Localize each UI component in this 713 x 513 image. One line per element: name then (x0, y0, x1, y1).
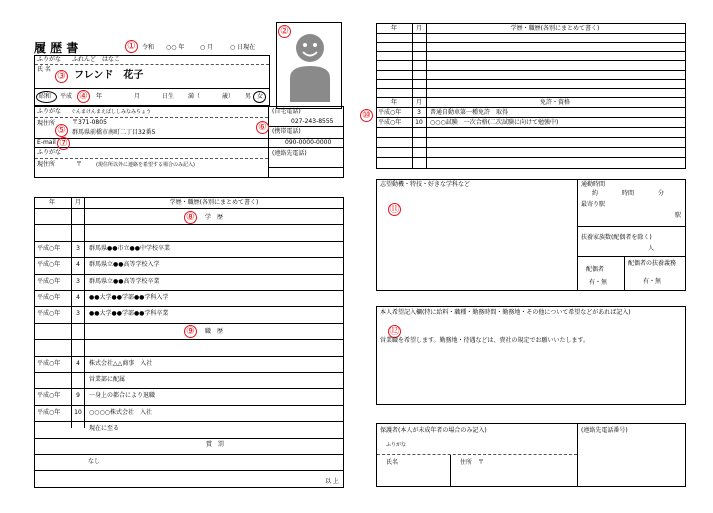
commute-label: 通勤時間 (581, 181, 606, 188)
guardian-address-label: 住所 〒 (460, 459, 485, 466)
birth-day: 日生 (162, 93, 175, 100)
license-2-year: 平成○年 (378, 119, 402, 126)
marker-12: ⑫ (389, 326, 400, 337)
edu-heading: 学 歴 (205, 214, 224, 221)
marker-7: ⑦ (57, 137, 70, 150)
date-day: ○ 日現在 (230, 44, 256, 51)
commute-value: 約 時間 分 (592, 190, 665, 197)
marker-1: ① (125, 40, 138, 53)
history-row-year: 平成○年 (37, 408, 61, 416)
marker-9: ⑨ (184, 325, 197, 338)
history-row-month: 4 (76, 359, 80, 367)
history-row-year: 平成○年 (37, 359, 61, 367)
name-value: フレンド 花子 (74, 70, 144, 81)
history-col-year: 年 (48, 199, 56, 206)
marker-4: ④ (77, 90, 90, 103)
award-value: なし (88, 458, 101, 465)
history-row-year: 平成○年 (37, 244, 61, 252)
marker-6: ⑥ (256, 121, 269, 134)
history-row-month: 3 (76, 310, 80, 318)
history-row-text: ○○○○株式会社 入社 (89, 408, 152, 416)
history-row-month: 9 (76, 392, 80, 400)
motivation-label: 志望動機・特技・好きな学科など (380, 181, 471, 188)
guardian-name-label: 氏名 (386, 459, 399, 466)
right-col-month: 月 (415, 25, 423, 32)
station-label: 最寄り駅 (581, 201, 606, 208)
history-row-text: 群馬県立●●高等学校入学 (89, 261, 160, 269)
address-value: 群馬県前橋市南町二丁目32番5 (72, 129, 156, 136)
end-label: 以 上 (325, 478, 339, 485)
history-col-desc: 学歴・職歴(各別にまとめて書く) (169, 199, 259, 206)
contact-address-label: 現住所 (37, 161, 56, 168)
history-row-month: 3 (76, 244, 80, 252)
history-row-year: 平成○年 (37, 261, 61, 269)
license-2-month: 10 (415, 119, 423, 126)
phone-home-label: (自宅電話) (272, 108, 301, 115)
era-showa: 昭和 (39, 93, 52, 100)
right-col-year: 年 (390, 25, 398, 32)
spouse-label: 配偶者 (586, 266, 605, 273)
email-label: E-mail (37, 139, 56, 146)
spouse-value: 有・無 (589, 279, 608, 286)
right-col-desc: 学歴・職歴(各別にまとめて書く) (510, 25, 600, 32)
name-furigana-label: ふりがな (37, 56, 62, 63)
marker-3: ③ (55, 70, 68, 83)
history-row-text: 現在に至る (89, 425, 120, 433)
license-col-desc: 免許・資格 (539, 99, 571, 106)
history-row-text: ●●大学●●学部●●学科卒業 (89, 310, 169, 318)
page-title: 履 歴 書 (34, 41, 79, 55)
guardian-label: 保護者(本人が未成年者の場合のみ記入) (380, 427, 487, 434)
spouse-duty-value: 有・無 (643, 278, 662, 285)
guardian-furigana-label: ふりがな (386, 442, 407, 448)
history-row-year: 平成○年 (37, 310, 61, 318)
requests-block (376, 306, 686, 405)
date-year: ○○ 年 (166, 44, 185, 51)
era-heisei: 平成 (60, 93, 73, 100)
award-heading: 賞 罰 (206, 441, 225, 448)
contact-furigana-label: ふりがな (37, 149, 62, 156)
license-1-month: 3 (417, 109, 421, 116)
dependents-suffix: 人 (648, 245, 655, 252)
marker-5: ⑤ (55, 124, 68, 137)
gender-male: 男 (245, 93, 252, 100)
license-2-text: ○○○試験 一次合格(二次試験に向けて勉強中) (430, 119, 559, 126)
license-col-month: 月 (415, 99, 423, 106)
history-row-year: 平成○年 (37, 392, 61, 400)
birth-year: 年 (96, 93, 103, 100)
contact-note: (現住所以外に連絡を希望する場合のみ記入) (96, 162, 195, 168)
history-row-month: 4 (76, 294, 80, 301)
work-heading: 職 歴 (205, 328, 224, 335)
history-row-month: 3 (76, 277, 80, 285)
license-1-text: 普通自動車第一種免許 取得 (430, 109, 509, 116)
name-furigana-value: ふれんど はなこ (72, 56, 121, 63)
marker-11: ⑪ (389, 204, 400, 215)
marker-10: ⑩ (360, 109, 373, 122)
history-row-text: 群馬県●●市立●●中学校卒業 (89, 244, 170, 252)
phone-mobile-label: (携帯電話) (272, 128, 301, 135)
contact-phone-label: (連絡先電話) (272, 150, 307, 157)
license-1-year: 平成○年 (378, 109, 402, 116)
phone-mobile: 090-0000-0000 (285, 139, 332, 146)
date-month: ○ 月 (200, 44, 214, 51)
station-suffix: 駅 (675, 212, 682, 219)
address-furigana-label: ふりがな (37, 108, 62, 115)
marker-8: ⑧ (184, 211, 197, 224)
person-silhouette-icon (286, 26, 334, 102)
requests-value: 営業職を希望します。勤務地・待遇などは、貴社の規定でお願いいたします。 (380, 337, 590, 344)
history-row-text: ●●大学●●学部●●学科入学 (89, 294, 169, 301)
age-close: 歳） (222, 93, 235, 100)
history-row-month: 4 (76, 261, 80, 269)
history-row-year: 平成○年 (37, 277, 61, 285)
marker-2: ② (278, 25, 291, 38)
contact-postal: 〒 (76, 161, 83, 168)
requests-label: 本人希望記入欄(特に給料・職種・勤務時間・勤務地・その他について希望などがあれば記入) (380, 309, 631, 316)
license-col-year: 年 (390, 99, 398, 106)
history-row-month: 10 (74, 408, 82, 416)
date-era: 令和 (142, 44, 155, 51)
guardian-phone-label: (連絡先電話番号) (581, 427, 628, 434)
history-row-text: 営業部に配属 (89, 376, 126, 383)
address-furigana-value: ぐんまけんまえばししみなみちょう (71, 109, 152, 115)
history-col-month: 月 (74, 199, 82, 206)
spouse-duty-label: 配偶者の扶養義務 (628, 260, 677, 267)
history-row-year: 平成○年 (37, 294, 61, 301)
birth-month: 月 (134, 93, 141, 100)
name-label: 氏 名 (37, 66, 51, 73)
gender-female: 女 (257, 93, 264, 100)
age-open: 満（ (188, 93, 201, 100)
address-label: 現住所 (37, 120, 56, 127)
dependents-label: 扶養家族数(配偶者を除く) (581, 234, 652, 241)
history-row-text: 一身上の都合により退職 (89, 392, 156, 400)
history-row-text: 株式会社△△商事 入社 (89, 359, 153, 367)
address-postal: 〒371-0805 (72, 119, 107, 126)
history-row-text: 群馬県立●●高等学校卒業 (89, 277, 160, 285)
phone-home: 027-243-8555 (291, 118, 334, 125)
